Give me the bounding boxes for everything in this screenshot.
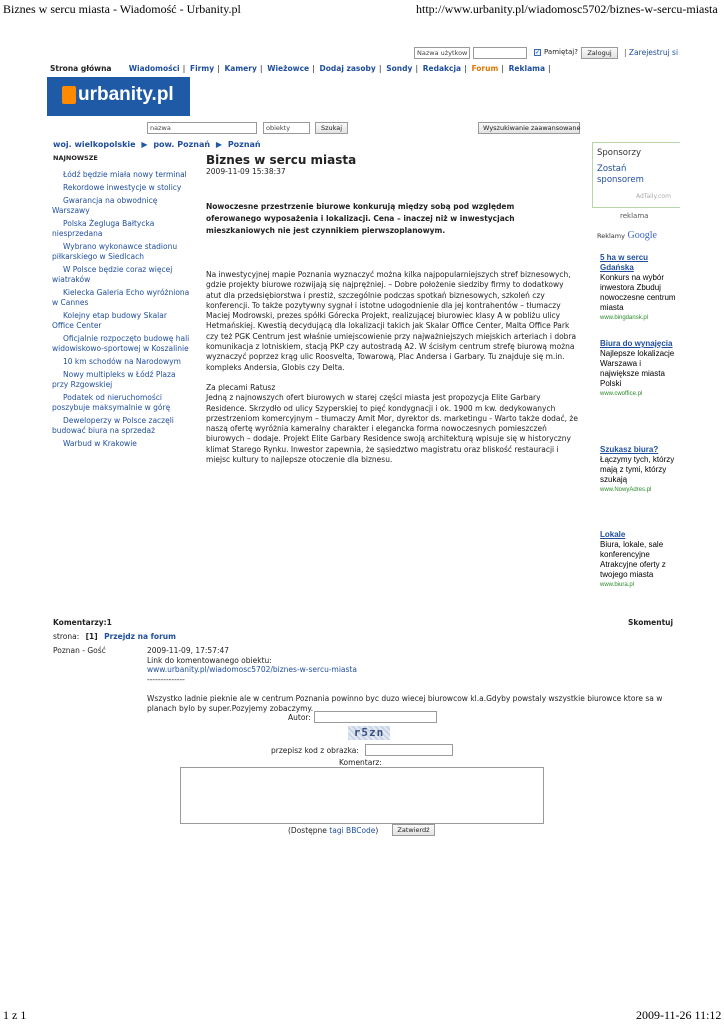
nav-item-dodaj-zasoby[interactable]: Dodaj zasoby xyxy=(319,64,376,73)
ad-url[interactable]: www.biura.pl xyxy=(600,582,635,588)
triangle-right-icon: ▶ xyxy=(141,140,148,149)
list-item[interactable]: 10 km schodów na Narodowym xyxy=(63,357,181,366)
google-prefix: Reklamy xyxy=(597,232,625,240)
pager-current: [1] xyxy=(85,632,98,641)
ad-desc: Biura, lokale, sale konferencyjne Atrakcyjne oferty z twojego miasta xyxy=(600,540,666,579)
pager-label: strona: xyxy=(53,632,80,641)
captcha-input[interactable] xyxy=(365,744,453,756)
author-label: Autor: xyxy=(288,713,311,722)
list-item[interactable]: Polska Żegluga Bałtycka niesprzedana xyxy=(52,219,155,238)
comment-link-label: Link do komentowanego obiektu: xyxy=(147,655,272,665)
logo-text: urbanity.pl xyxy=(78,84,174,105)
password-input[interactable] xyxy=(473,47,527,59)
comment-text: Wszystko ladnie pieknie ale w centrum Poznania powinno byc duzo wiecej biurowcow kl.a.Gdyby powstaly wszystkie biurowce ktore sa w planach bylo by super.Pozyjemy zobaczymy. xyxy=(147,694,663,713)
bbcode-prefix: (Dostępne xyxy=(288,826,327,835)
article-date: 2009-11-09 15:38:37 xyxy=(206,167,286,176)
ad-title[interactable]: Szukasz biura? xyxy=(600,445,659,454)
comment-divider: -------------- xyxy=(147,674,185,684)
ad-url[interactable]: www.NowyAdres.pl xyxy=(600,487,652,493)
ad-url[interactable]: www.cwoffice.pl xyxy=(600,391,643,397)
main-nav: Strona główna Wiadomości | Firmy | Kamery | Wieżowce | Dodaj zasoby | Sondy | Redakcja | Forum | Reklama | xyxy=(50,64,551,73)
latest-news-list xyxy=(52,170,190,452)
register-link[interactable]: Zarejestruj si xyxy=(628,48,679,57)
list-item[interactable]: Gwarancja na obwodnicę Warszawy xyxy=(52,196,158,215)
list-item[interactable]: Rekordowe inwestycje w stolicy xyxy=(63,183,182,192)
ad-desc: Najlepsze lokalizacje Warszawa i największe miasta Polski xyxy=(600,349,675,388)
breadcrumb-city[interactable]: Poznań xyxy=(227,140,261,149)
ad-title[interactable]: Biura do wynajęcia xyxy=(600,339,673,348)
sponsors-heading: Sponsorzy xyxy=(597,148,641,158)
google-ads-label xyxy=(597,230,657,241)
captcha-image: r5zn xyxy=(348,726,390,740)
print-page-title: Biznes w sercu miasta - Wiadomość - Urbanity.pl xyxy=(3,2,241,16)
list-item[interactable]: Oficjalnie rozpoczęto budowę hali widowiskowo-sportowej w Koszalinie xyxy=(52,334,190,353)
article-title: Biznes w sercu miasta xyxy=(206,153,357,167)
adtaily-label: AdTaily.com xyxy=(636,193,671,200)
bbcode-link[interactable]: tagi BBCode xyxy=(329,826,376,835)
comment-date: 2009-11-09, 17:57:47 xyxy=(147,646,230,655)
nav-item-kamery[interactable]: Kamery xyxy=(224,64,257,73)
ad-item[interactable] xyxy=(600,530,680,590)
search-button[interactable]: Szukaj xyxy=(315,122,348,134)
ad-desc: Konkurs na wybór inwestora Zbuduj nowoczesne centrum miasta xyxy=(600,273,676,312)
article-subheading: Za plecami Ratusz xyxy=(206,382,276,392)
breadcrumb xyxy=(53,140,261,149)
remember-checkbox[interactable]: ✓ xyxy=(535,49,541,56)
triangle-right-icon: ▶ xyxy=(215,140,223,149)
submit-comment-button[interactable]: Zatwierdź xyxy=(392,824,435,836)
article-paragraph: Jedną z najnowszych ofert biurowych w starej części miasta jest propozycja Elite Garbary Residence. Skrzydło od ulicy Szyperskiej to pięć kondygnacji i ok. 1900 m kw. dedykowanych przestrzeniom komercyjnym – tłumaczy Amit Mor, dyrektor ds. marketingu - Warto także dodać, że naszą ofertę wyróżnia kameralny charakter i elegancka forma nowoczesnych pomieszczeń biurowych – dodaje. Projekt Elite Garbary Residence swoją architekturą wpisuje się w historyczny klimat Starego Rynku. Inwestor zapewnia, że sąsiedztwo magistratu oraz bliskość restauracji i miejsc kultury to najlepsze otoczenie dla biznesu. xyxy=(206,393,578,465)
print-page-number: 1 z 1 xyxy=(3,1008,27,1022)
list-item[interactable]: Kolejny etap budowy Skalar Office Center xyxy=(52,311,167,330)
register-link-wrap: | Zarejestruj si xyxy=(624,48,679,57)
nav-item-redakcja[interactable]: Redakcja xyxy=(422,64,462,73)
list-item[interactable]: W Polsce będzie coraz więcej wiatraków xyxy=(52,265,173,284)
article-body xyxy=(206,270,578,475)
article-lead: Nowoczesne przestrzenie biurowe konkurują między sobą pod względem oferowanego wyposażenia i lokalizacji. Cena – inaczej niż w inwestycjach mieszkaniowych nie jest czynnikiem pierwszoplanowym. xyxy=(206,202,515,235)
nav-home[interactable]: Strona główna xyxy=(50,64,112,73)
breadcrumb-county[interactable]: pow. Poznań xyxy=(153,140,211,149)
author-input[interactable] xyxy=(314,711,437,723)
ad-title[interactable]: Lokale xyxy=(600,530,626,539)
comment-body xyxy=(147,646,677,713)
list-item[interactable]: Nowy multipleks w Łódź Plaza przy Rzgowskiej xyxy=(52,370,176,389)
bbcode-note xyxy=(288,826,378,835)
comment-object-link[interactable]: www.urbanity.pl/wiadomosc5702/biznes-w-sercu-miasta xyxy=(147,665,357,674)
ad-item[interactable] xyxy=(600,253,680,323)
comment-label: Komentarz: xyxy=(339,758,382,767)
nav-item-wiezowce[interactable]: Wieżowce xyxy=(267,64,310,73)
building-icon xyxy=(62,86,76,104)
breadcrumb-voivodeship[interactable]: woj. wielkopolskie xyxy=(53,140,136,149)
comments-pager xyxy=(53,632,176,641)
sidebar-heading: NAJNOWSZE xyxy=(53,154,98,162)
forum-link[interactable]: Przejdz na forum xyxy=(104,632,176,641)
comment-textarea[interactable] xyxy=(180,767,544,824)
add-comment-link[interactable]: Skomentuj xyxy=(628,618,674,627)
nav-item-reklama[interactable]: Reklama xyxy=(508,64,546,73)
list-item[interactable]: Deweloperzy w Polsce zaczęli budować biura na sprzedaż xyxy=(52,416,174,435)
search-type-select[interactable]: obiekty xyxy=(263,122,310,134)
ad-item[interactable] xyxy=(600,339,680,399)
article-paragraph: Na inwestycyjnej mapie Poznania wyznaczyć można kilka najpopularniejszych stref biznesowych, gdzie projekty biurowe rozwijają się najprężniej. – Dobre położenie siedziby firmy to dodatkowy atut dla przedsiębiorstwa i prestiż, szczególnie podczas spotkań biznesowych, szkoleń czy konferencji. To także pozytywny sygnał i istotne udogodnienie dla jej kontrahentów – tłumaczy Maciej Modrowski, prezes spółki Górecka Projekt, realizującej biurowiec klasy A w pobliżu ulicy Hetmańskiej. Kwestią decydującą dla lokalizacji takich jak Skalar Office Center, Malta Office Park czy też PGK Centrum jest właśnie umiejscowienie przy najważniejszych miejskich arteriach i dobra komunikacja z lotniskiem, stacją PKP czy autostradą A2. W ścisłym centrum strefę biurową można wyznaczyć poprzez krąg ulic Roosvelta, Towarową, Plac Andersa i Garbary. Tu znajduje się m.in. kompleks Andersia, Globis czy Delta. xyxy=(206,270,577,372)
login-button[interactable]: Zaloguj xyxy=(581,47,618,59)
list-item[interactable]: Wybrano wykonawce stadionu piłkarskiego w Siedlcach xyxy=(52,242,178,261)
ad-desc: Łączymy tych, którzy mają z tymi, którzy szukają xyxy=(600,455,675,484)
remember-label: Pamiętaj? xyxy=(544,48,578,56)
list-item[interactable]: Warbud w Krakowie xyxy=(63,439,137,448)
comment-author: Poznan - Gość xyxy=(53,646,106,655)
nav-item-firmy[interactable]: Firmy xyxy=(189,64,215,73)
ad-item[interactable] xyxy=(600,445,680,495)
list-item[interactable]: Łódź będzie miała nowy terminal xyxy=(63,170,187,179)
bbcode-suffix: ) xyxy=(375,826,379,835)
comments-heading: Komentarzy:1 xyxy=(53,618,112,627)
ad-url[interactable]: www.bingdansk.pl xyxy=(600,315,649,321)
list-item[interactable]: Podatek od nieruchomości poszybuje maksymalnie w górę xyxy=(52,393,171,412)
nav-item-forum[interactable]: Forum xyxy=(471,64,499,73)
list-item[interactable]: Kielecka Galeria Echo wyróżniona w Cannes xyxy=(52,288,190,307)
ad-title[interactable]: 5 ha w sercu Gdańska xyxy=(600,253,649,272)
nav-item-sondy[interactable]: Sondy xyxy=(386,64,413,73)
become-sponsor-link[interactable]: Zostań sponsorem xyxy=(597,164,644,185)
reklama-label: reklama xyxy=(620,212,649,220)
advanced-search-button[interactable]: Wyszukiwanie zaawansowane xyxy=(478,122,580,134)
search-name-input[interactable]: nazwa xyxy=(147,122,257,134)
print-datetime: 2009-11-26 11:12 xyxy=(636,1008,722,1022)
nav-item-wiadomosci[interactable]: Wiadomości xyxy=(128,64,180,73)
google-logo: Google xyxy=(627,230,657,241)
captcha-label: przepisz kod z obrazka: xyxy=(271,746,359,755)
username-input[interactable]: Nazwa użytkow xyxy=(414,47,470,59)
print-page-url: http://www.urbanity.pl/wiadomosc5702/biznes-w-sercu-miasta xyxy=(416,2,718,16)
